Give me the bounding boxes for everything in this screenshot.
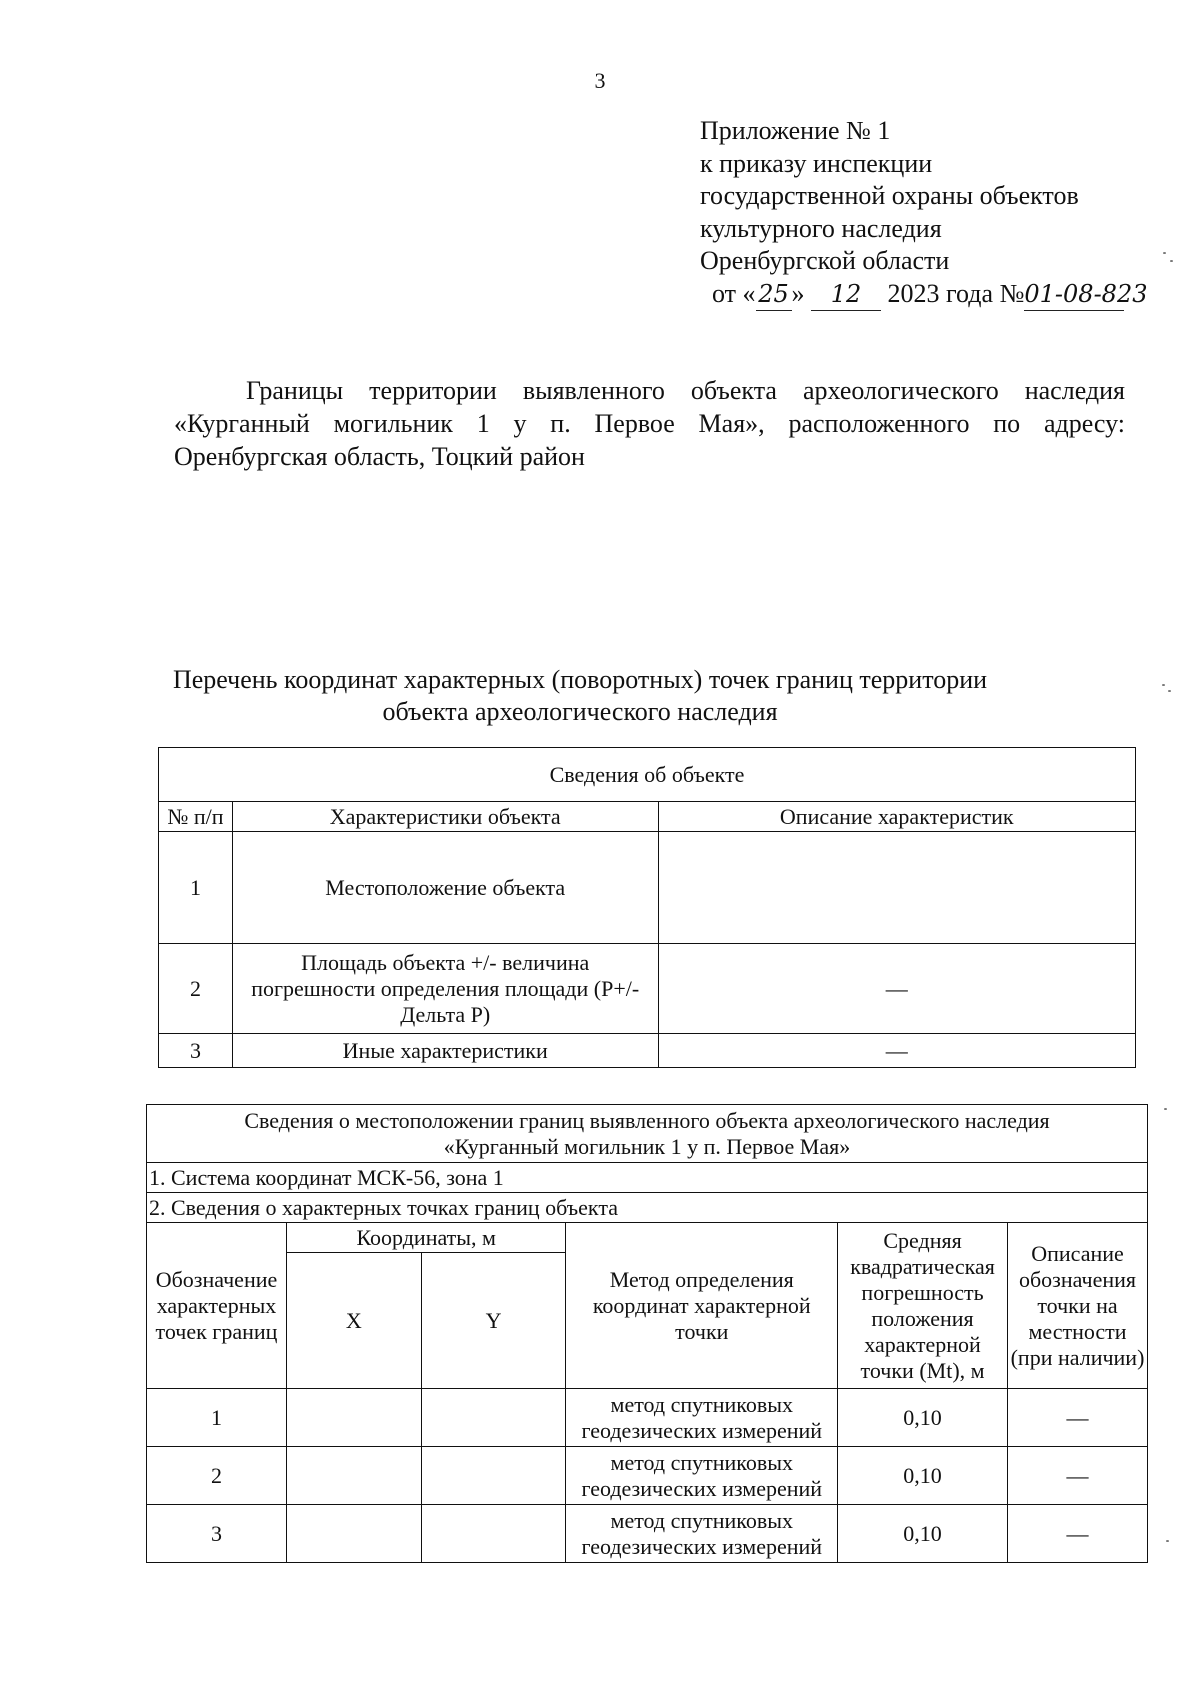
scan-speck [1168,690,1171,692]
appendix-line: государственной охраны объектов [700,181,1079,210]
table-cell: Местоположение объекта [232,832,658,944]
table-cell: метод спутниковых геодезических измерений [566,1505,838,1563]
header-cell: № п/п [159,802,233,832]
scan-speck [1163,252,1166,254]
table-cell: Иные характеристики [232,1034,658,1068]
table-row [147,1505,1148,1563]
boundary-points-table [146,1104,1148,1563]
table-cell: — [1008,1389,1148,1447]
list-title-line: Перечень координат характерных (поворотных) точек границ территории [172,665,988,694]
header-cell: Обозначение характерных точек границ [147,1223,287,1389]
date-mid: » [791,278,805,308]
header-cell: X [286,1253,421,1389]
list-title-line: объекта археологического наследия [382,697,778,726]
scan-speck [1170,260,1173,262]
appendix-line: Приложение № 1 [700,116,891,145]
document-heading: Границы территории выявленного объекта археологического наследия «Курганный могильник 1 у п. Первое Мая», расположенного по адресу: Оренбургская область, Тоцкий район [174,376,1125,471]
table-cell: — [1008,1447,1148,1505]
table-title: Сведения об объекте [159,748,1136,802]
table-row [159,944,1136,1034]
page-number: 3 [594,68,606,93]
table-cell: 2 [159,944,233,1034]
table-row [147,1447,1148,1505]
appendix-date-line [700,278,1148,312]
table-cell [286,1505,421,1563]
header-cell: Метод определения координат характерной точки [566,1223,838,1389]
table-cell: 0,10 [838,1505,1008,1563]
header-cell: Характеристики объекта [232,802,658,832]
table-title-line: «Курганный могильник 1 у п. Первое Мая» [443,1133,851,1159]
table-cell [421,1447,566,1505]
coordinates-list-title [140,664,1020,728]
date-prefix: от « [712,278,756,308]
table-row [159,832,1136,944]
table-cell: 3 [159,1034,233,1068]
table-cell [286,1389,421,1447]
appendix-line: Оренбургской области [700,246,950,275]
table-cell: — [658,1034,1135,1068]
appendix-line: культурного наследия [700,213,942,243]
table-row [147,1389,1148,1447]
scan-speck [1164,1108,1167,1110]
appendix-line: к приказу инспекции [700,148,933,178]
table-cell: 1 [147,1389,287,1447]
table-cell: — [658,944,1135,1034]
appendix-block [700,115,1148,311]
table-cell [658,832,1135,944]
header-cell: Координаты, м [286,1223,566,1253]
table-cell: — [1008,1505,1148,1563]
date-year: 2023 года № [887,278,1025,308]
table-title [147,1105,1148,1163]
header-cell: Средняя квадратическая погрешность положения характерной точки (Mt), м [838,1223,1008,1389]
table-cell: 0,10 [838,1389,1008,1447]
table-cell: 3 [147,1505,287,1563]
table-cell: метод спутниковых геодезических измерений [566,1389,838,1447]
table-row [159,1034,1136,1068]
table-cell: 0,10 [838,1447,1008,1505]
header-cell: Описание характеристик [658,802,1135,832]
table-cell: 2 [147,1447,287,1505]
points-info-row: 2. Сведения о характерных точках границ объекта [147,1193,1148,1223]
table-title-line: Сведения о местоположении границ выявленного объекта археологического наследия [244,1107,1050,1133]
table-cell: 1 [159,832,233,944]
scan-speck [1162,684,1165,686]
table-cell: Площадь объекта +/- величина погрешности определения площади (Р+/- Дельта Р) [232,944,658,1034]
coordinate-system-row: 1. Система координат МСК-56, зона 1 [147,1163,1148,1193]
date-day: 25 [756,278,792,312]
table-cell [421,1505,566,1563]
header-cell: Y [421,1253,566,1389]
table-cell [286,1447,421,1505]
object-info-table [158,747,1136,1068]
scan-speck [1166,1540,1169,1542]
table-cell [421,1389,566,1447]
date-month: 12 [811,278,881,312]
header-cell: Описание обозначения точки на местности (при наличии) [1008,1223,1148,1389]
table-cell: метод спутниковых геодезических измерений [566,1447,838,1505]
order-number: 01-08-823 [1024,278,1124,312]
